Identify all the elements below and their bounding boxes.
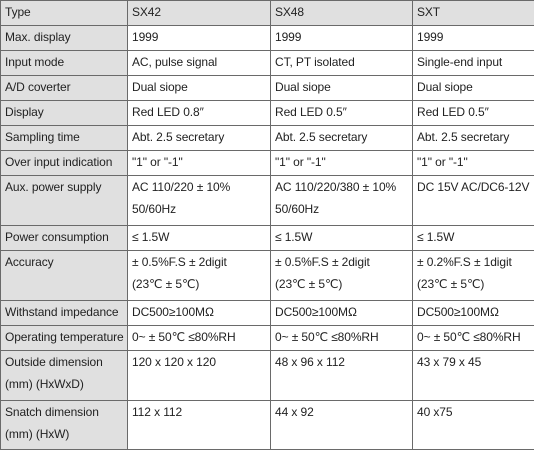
cell-sx42 — [128, 101, 271, 126]
cell-sx42 — [128, 251, 271, 301]
row-power-consumption — [1, 226, 534, 251]
cell-line: 1999 — [275, 30, 302, 44]
row-label-line: Sampling time — [5, 130, 80, 144]
cell-sx48 — [271, 151, 413, 176]
cell-line: ≤ 1.5W — [275, 230, 313, 244]
row-withstand-impedance — [1, 301, 534, 326]
cell-sx42 — [128, 51, 271, 76]
row-operating-temperature — [1, 326, 534, 351]
cell-sx48 — [271, 26, 413, 51]
cell-sx42 — [128, 301, 271, 326]
row-label — [1, 401, 128, 450]
row-label — [1, 51, 128, 76]
cell-line: ± 0.5%F.S ± 2digit — [132, 255, 227, 269]
spec-table-body — [1, 1, 534, 450]
cell-line: (23℃ ± 5℃) — [417, 277, 485, 291]
row-label — [1, 26, 128, 51]
cell-line: Abt. 2.5 secretary — [275, 130, 368, 144]
cell-line: ≤ 1.5W — [417, 230, 455, 244]
cell-line: 120 x 120 x 120 — [132, 355, 216, 369]
row-label — [1, 301, 128, 326]
cell-sx42 — [128, 26, 271, 51]
cell-line: ± 0.5%F.S ± 2digit — [275, 255, 370, 269]
cell-sx48 — [271, 326, 413, 351]
cell-line: DC500≥100MΩ — [132, 305, 214, 319]
cell-sxt — [413, 151, 534, 176]
row-label — [1, 151, 128, 176]
row-label-line: Over input indication — [5, 155, 113, 169]
cell-line: Dual siope — [132, 80, 188, 94]
cell-line: AC, pulse signal — [132, 55, 218, 69]
cell-sx42 — [128, 176, 271, 226]
cell-sx42 — [128, 76, 271, 101]
cell-line: Dual siope — [417, 80, 473, 94]
cell-line: 43 x 79 x 45 — [417, 355, 482, 369]
row-label-line: Accuracy — [5, 255, 54, 269]
row-label-line: Display — [5, 105, 44, 119]
cell-line: 44 x 92 — [275, 405, 314, 419]
row-label — [1, 176, 128, 226]
row-label-line: Max. display — [5, 30, 71, 44]
cell-sx42 — [128, 351, 271, 401]
row-label — [1, 226, 128, 251]
header-type: Type — [1, 1, 128, 26]
row-label-line: Input mode — [5, 55, 65, 69]
cell-line: (23℃ ± 5℃) — [132, 277, 200, 291]
cell-sx48 — [271, 251, 413, 301]
cell-line: Abt. 2.5 secretary — [132, 130, 225, 144]
row-label-line: (mm) (HxW) — [5, 427, 70, 441]
row-label — [1, 351, 128, 401]
cell-sxt — [413, 351, 534, 401]
header-row — [1, 1, 534, 26]
cell-line: 1999 — [132, 30, 159, 44]
cell-sx48 — [271, 226, 413, 251]
cell-line: Red LED 0.5″ — [275, 105, 347, 119]
cell-line: 1999 — [417, 30, 444, 44]
cell-line: 0~ ± 50℃ ≤80%RH — [132, 330, 236, 344]
cell-sxt — [413, 226, 534, 251]
cell-line: CT, PT isolated — [275, 55, 355, 69]
cell-sx48 — [271, 126, 413, 151]
cell-line: 0~ ± 50℃ ≤80%RH — [275, 330, 379, 344]
cell-sx48 — [271, 301, 413, 326]
header-sxt: SXT — [413, 1, 534, 26]
cell-sxt — [413, 401, 534, 450]
cell-line: 40 x75 — [417, 405, 453, 419]
header-sx48: SX48 — [271, 1, 413, 26]
cell-sx42 — [128, 126, 271, 151]
cell-sx48 — [271, 76, 413, 101]
cell-sxt — [413, 251, 534, 301]
cell-sxt — [413, 26, 534, 51]
header-sx42: SX42 — [128, 1, 271, 26]
cell-sx48 — [271, 351, 413, 401]
cell-sx42 — [128, 151, 271, 176]
cell-line: Abt. 2.5 secretary — [417, 130, 510, 144]
row-label — [1, 101, 128, 126]
row-label-line: A/D coverter — [5, 80, 71, 94]
cell-line: "1" or "-1" — [132, 155, 183, 169]
cell-line: AC 110/220/380 ± 10% — [275, 180, 397, 194]
cell-line: 0~ ± 50℃ ≤80%RH — [417, 330, 521, 344]
cell-sxt — [413, 126, 534, 151]
row-aux-power-supply — [1, 176, 534, 226]
row-label-line: Power consumption — [5, 230, 109, 244]
cell-sx48 — [271, 51, 413, 76]
cell-sxt — [413, 76, 534, 101]
row-label — [1, 126, 128, 151]
row-snatch-dimension-mm-hxw — [1, 401, 534, 450]
cell-line: Dual siope — [275, 80, 331, 94]
cell-sxt — [413, 101, 534, 126]
cell-line: Red LED 0.5″ — [417, 105, 489, 119]
cell-sx48 — [271, 176, 413, 226]
row-outside-dimension-mm-hxwxd — [1, 351, 534, 401]
cell-line: Red LED 0.8″ — [132, 105, 204, 119]
cell-line: 112 x 112 — [132, 405, 183, 419]
row-label-line: Operating temperature — [5, 330, 124, 344]
row-input-mode — [1, 51, 534, 76]
cell-line: DC500≥100MΩ — [275, 305, 357, 319]
cell-line: 48 x 96 x 112 — [275, 355, 345, 369]
row-max-display — [1, 26, 534, 51]
cell-line: 50/60Hz — [132, 202, 176, 216]
row-accuracy — [1, 251, 534, 301]
row-label-line: Withstand impedance — [5, 305, 119, 319]
cell-sx48 — [271, 401, 413, 450]
cell-line: Single-end input — [417, 55, 503, 69]
cell-line: ≤ 1.5W — [132, 230, 170, 244]
cell-line: "1" or "-1" — [417, 155, 468, 169]
row-display — [1, 101, 534, 126]
row-label — [1, 326, 128, 351]
cell-sx48 — [271, 101, 413, 126]
row-a-d-coverter — [1, 76, 534, 101]
cell-sx42 — [128, 401, 271, 450]
row-label — [1, 76, 128, 101]
cell-line: "1" or "-1" — [275, 155, 326, 169]
cell-sx42 — [128, 226, 271, 251]
cell-sxt — [413, 301, 534, 326]
row-sampling-time — [1, 126, 534, 151]
cell-line: (23℃ ± 5℃) — [275, 277, 343, 291]
cell-line: ± 0.2%F.S ± 1digit — [417, 255, 512, 269]
row-over-input-indication — [1, 151, 534, 176]
cell-line: AC 110/220 ± 10% — [132, 180, 231, 194]
row-label — [1, 251, 128, 301]
cell-line: DC500≥100MΩ — [417, 305, 499, 319]
row-label-line: Aux. power supply — [5, 180, 102, 194]
cell-line: DC 15V AC/DC6-12V — [417, 180, 530, 194]
row-label-line: Snatch dimension — [5, 405, 99, 419]
cell-sxt — [413, 176, 534, 226]
row-label-line: Outside dimension — [5, 355, 103, 369]
cell-sxt — [413, 326, 534, 351]
cell-sxt — [413, 51, 534, 76]
cell-line: 50/60Hz — [275, 202, 319, 216]
cell-sx42 — [128, 326, 271, 351]
row-label-line: (mm) (HxWxD) — [5, 377, 84, 391]
